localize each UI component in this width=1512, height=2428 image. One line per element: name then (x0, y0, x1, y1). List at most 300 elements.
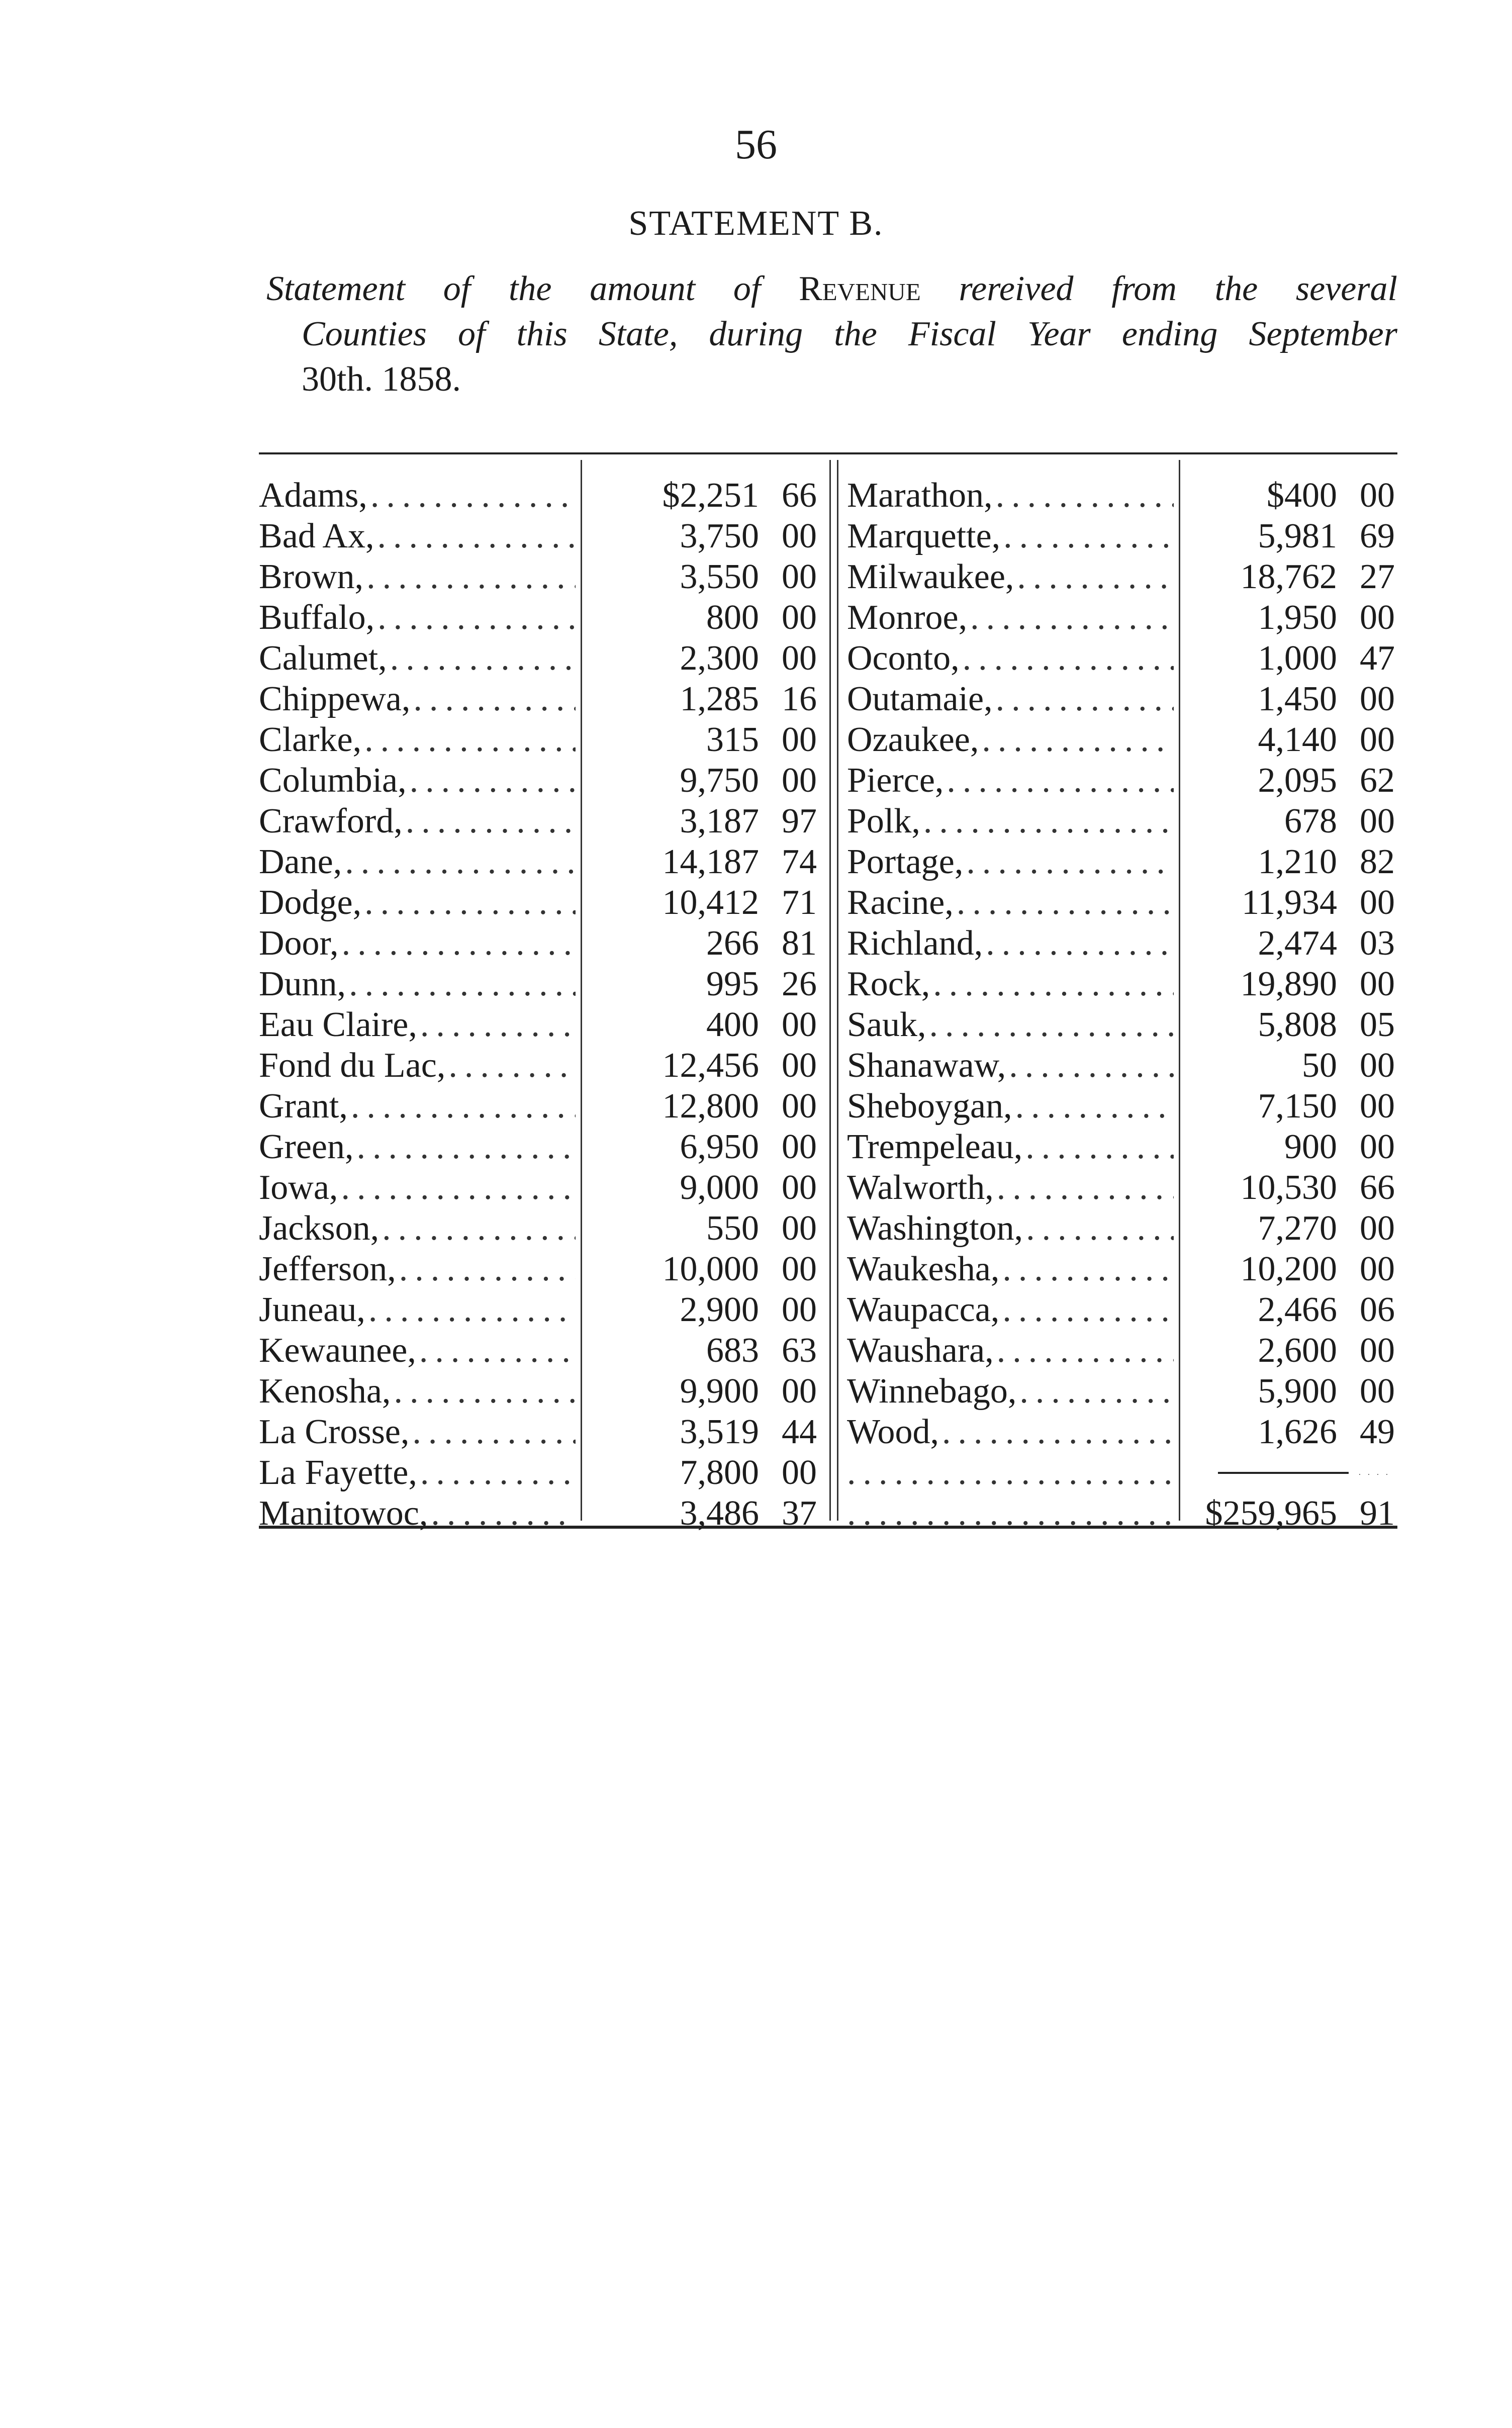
county-entry (259, 1371, 576, 1412)
amount-cents: 69 (1360, 517, 1395, 555)
county-entry (259, 719, 576, 760)
amount-dollars: 1,000 (1258, 639, 1337, 678)
county-entry (259, 597, 576, 638)
amount-dollars: 6,950 (680, 1128, 759, 1166)
county-name: Calumet, (259, 639, 387, 678)
revenue-amount (581, 842, 817, 882)
amount-dollars: 678 (1284, 802, 1337, 841)
revenue-amount (1179, 1289, 1395, 1330)
total-dollars: $259,965 (1205, 1494, 1337, 1533)
dot-leader (396, 1249, 576, 1289)
dot-leader (348, 1086, 576, 1127)
revenue-amount (581, 760, 817, 801)
column-divider (829, 460, 831, 1521)
amount-dollars: 995 (706, 965, 759, 1003)
county-entry (259, 1330, 576, 1371)
revenue-amount (1179, 964, 1395, 1004)
county-name: Ozaukee, (847, 720, 979, 759)
revenue-amount (581, 1086, 817, 1127)
revenue-amount (581, 1289, 817, 1330)
county-name: Rock, (847, 965, 930, 1003)
table-bottom-rule (259, 1526, 1397, 1529)
amount-dollars: 2,466 (1258, 1290, 1337, 1329)
amount-dollars: 400 (706, 1005, 759, 1044)
amount-dollars: 3,550 (680, 557, 759, 596)
amount-cents: 03 (1360, 924, 1395, 963)
county-entry (847, 1371, 1174, 1412)
dot-leader (403, 801, 576, 842)
amount-cents: 00 (782, 761, 817, 800)
amount-cents: 00 (1360, 476, 1395, 515)
revenue-amount (581, 1452, 817, 1493)
county-entry (847, 1127, 1174, 1167)
dot-leader (926, 1004, 1174, 1045)
dot-leader (1006, 1045, 1174, 1086)
dot-leader (407, 760, 576, 801)
amount-dollars: 5,981 (1258, 517, 1337, 555)
dot-leader (993, 679, 1174, 719)
table-top-rule (259, 452, 1397, 454)
revenue-amount (1179, 1167, 1395, 1208)
dot-leader (445, 1045, 576, 1086)
dot-leader (993, 475, 1174, 516)
revenue-amount (581, 556, 817, 597)
county-entry (847, 1330, 1174, 1371)
amount-cents: 00 (1360, 680, 1395, 718)
left-amount-column (581, 475, 817, 1534)
county-entry (259, 1249, 576, 1289)
revenue-amount (1179, 1371, 1395, 1412)
county-name: Dunn, (259, 965, 346, 1003)
amount-cents: 00 (782, 1168, 817, 1207)
amount-cents: 71 (782, 883, 817, 922)
county-entry (847, 679, 1174, 719)
revenue-amount (581, 1371, 817, 1412)
revenue-amount (581, 597, 817, 638)
county-name: Green, (259, 1128, 354, 1166)
amount-cents: 00 (782, 1250, 817, 1288)
county-name: Eau Claire, (259, 1005, 417, 1044)
county-entry (259, 1452, 576, 1493)
column-divider (837, 460, 838, 1521)
amount-dollars: 10,200 (1240, 1250, 1337, 1288)
county-entry (259, 475, 576, 516)
dot-leader (361, 719, 576, 760)
county-entry (259, 842, 576, 882)
county-entry (847, 1412, 1174, 1452)
county-entry (259, 1289, 576, 1330)
amount-cents: 82 (1360, 843, 1395, 881)
county-entry (259, 1045, 576, 1086)
revenue-amount (581, 679, 817, 719)
county-entry (847, 556, 1174, 597)
county-entry (847, 1045, 1174, 1086)
amount-cents: 00 (1360, 1209, 1395, 1248)
amount-cents: 00 (782, 1453, 817, 1492)
dot-leader (943, 760, 1174, 801)
dot-leader (367, 475, 576, 516)
revenue-amount (581, 1249, 817, 1289)
amount-dollars: 683 (706, 1331, 759, 1370)
county-entry (259, 516, 576, 556)
county-name: Pierce, (847, 761, 944, 800)
revenue-amount (1179, 760, 1395, 801)
county-name: Door, (259, 924, 339, 963)
amount-dollars: 12,800 (662, 1087, 759, 1126)
dot-leader (342, 842, 576, 882)
revenue-amount (1179, 1330, 1395, 1371)
amount-dollars: 7,150 (1258, 1087, 1337, 1126)
amount-dollars: 7,270 (1258, 1209, 1337, 1248)
amount-dollars: $2,251 (662, 476, 759, 515)
amount-cents: 00 (1360, 1087, 1395, 1126)
total-cents: 91 (1360, 1494, 1395, 1533)
amount-cents: 37 (782, 1494, 817, 1533)
dot-leader (1023, 1208, 1174, 1249)
county-entry (259, 556, 576, 597)
amount-dollars: 10,000 (662, 1250, 759, 1288)
amount-dollars: 900 (1284, 1128, 1337, 1166)
revenue-amount (581, 882, 817, 923)
amount-dollars: 9,750 (680, 761, 759, 800)
amount-dollars: 5,808 (1258, 1005, 1337, 1044)
dot-leader (410, 679, 576, 719)
amount-dollars: 1,285 (680, 680, 759, 718)
county-name: Chippewa, (259, 680, 411, 718)
amount-dollars: 266 (706, 924, 759, 963)
dot-leader (1000, 516, 1174, 556)
amount-cents: 00 (1360, 883, 1395, 922)
amount-dollars: 3,750 (680, 517, 759, 555)
sum-bar (1218, 1472, 1349, 1474)
amount-dollars: 800 (706, 598, 759, 637)
amount-cents: 62 (1360, 761, 1395, 800)
county-entry (847, 1249, 1174, 1289)
amount-cents: 16 (782, 680, 817, 718)
dot-leader (374, 597, 576, 638)
county-name: Outamaie, (847, 680, 993, 718)
amount-cents: 00 (782, 598, 817, 637)
county-name: Oconto, (847, 639, 960, 678)
county-entry (847, 1289, 1174, 1330)
amount-cents: 00 (1360, 1046, 1395, 1085)
county-entry (847, 1004, 1174, 1045)
amount-cents: 00 (782, 1290, 817, 1329)
amount-cents: 00 (782, 1046, 817, 1085)
dot-leader (416, 1330, 576, 1371)
county-name: Dodge, (259, 883, 362, 922)
amount-dollars: 1,450 (1258, 680, 1337, 718)
amount-dollars: 3,519 (680, 1413, 759, 1451)
amount-dollars: 550 (706, 1209, 759, 1248)
county-name: Clarke, (259, 720, 362, 759)
amount-cents: 74 (782, 843, 817, 881)
revenue-amount (581, 1412, 817, 1452)
county-name: Brown, (259, 557, 364, 596)
amount-cents: 81 (782, 924, 817, 963)
statement-caption (266, 266, 1397, 402)
page-number: 56 (735, 121, 777, 168)
dot-leader (374, 516, 576, 556)
amount-cents: 00 (782, 557, 817, 596)
county-entry (847, 516, 1174, 556)
county-name: Kewaunee, (259, 1331, 416, 1370)
revenue-amount (581, 475, 817, 516)
amount-dollars: 5,900 (1258, 1372, 1337, 1411)
county-name: Grant, (259, 1087, 348, 1126)
county-entry (259, 1167, 576, 1208)
amount-dollars: 2,300 (680, 639, 759, 678)
revenue-amount (581, 1004, 817, 1045)
caption-suffix: rereived from the several (920, 269, 1398, 308)
revenue-amount (1179, 597, 1395, 638)
county-name: Sheboygan, (847, 1087, 1012, 1126)
county-entry (259, 1127, 576, 1167)
amount-cents: 26 (782, 965, 817, 1003)
county-name: La Fayette, (259, 1453, 417, 1492)
dot-leader-row (847, 1452, 1174, 1493)
county-name: Kenosha, (259, 1372, 391, 1411)
dot-leader (1014, 556, 1174, 597)
dot-leader (930, 964, 1174, 1004)
amount-cents: 00 (782, 1209, 817, 1248)
county-name: Wood, (847, 1413, 939, 1451)
revenue-amount (581, 923, 817, 964)
amount-cents: 00 (782, 1128, 817, 1166)
dot-leader (963, 842, 1174, 882)
revenue-amount (1179, 1208, 1395, 1249)
revenue-amount (1179, 1127, 1395, 1167)
amount-cents: 00 (782, 720, 817, 759)
revenue-amount (1179, 556, 1395, 597)
amount-dollars: 19,890 (1240, 965, 1337, 1003)
county-name: Dane, (259, 843, 342, 881)
amount-cents: 00 (782, 639, 817, 678)
amount-dollars: 3,187 (680, 802, 759, 841)
caption-line-3: 30th. 1858. (302, 360, 461, 399)
amount-dollars: 3,486 (680, 1494, 759, 1533)
county-entry (847, 597, 1174, 638)
amount-cents: 00 (782, 1005, 817, 1044)
county-name: Adams, (259, 476, 367, 515)
amount-cents: 00 (782, 1087, 817, 1126)
right-county-column (847, 475, 1174, 1534)
dot-leader (387, 638, 576, 679)
county-entry (847, 1208, 1174, 1249)
county-name: Monroe, (847, 598, 968, 637)
county-entry (259, 638, 576, 679)
county-name: Racine, (847, 883, 954, 922)
county-entry (259, 1412, 576, 1452)
county-entry (259, 923, 576, 964)
revenue-amount (1179, 719, 1395, 760)
dot-leader (983, 923, 1174, 964)
amount-cents: 66 (782, 476, 817, 515)
left-county-column (259, 475, 576, 1534)
amount-cents: 00 (1360, 965, 1395, 1003)
caption-line-2: Counties of this State, during the Fiscal Year ending September (302, 315, 1397, 353)
amount-dollars: 10,530 (1240, 1168, 1337, 1207)
amount-dollars: 14,187 (662, 843, 759, 881)
caption-keyword-revenue: Revenue (799, 269, 921, 308)
dot-leader (994, 1167, 1174, 1208)
revenue-amount (581, 801, 817, 842)
amount-dollars: 1,626 (1258, 1413, 1337, 1451)
county-entry (847, 719, 1174, 760)
revenue-amount (1179, 1004, 1395, 1045)
dot-leader (939, 1412, 1174, 1452)
county-entry (259, 801, 576, 842)
dot-leader (999, 1289, 1174, 1330)
county-name: Iowa, (259, 1168, 338, 1207)
dot-leader (1016, 1371, 1174, 1412)
dot-leader (338, 1167, 576, 1208)
revenue-amount (1179, 923, 1395, 964)
amount-cents: 00 (1360, 1331, 1395, 1370)
county-name: La Crosse, (259, 1413, 410, 1451)
amount-cents: 00 (1360, 1128, 1395, 1166)
amount-cents: 05 (1360, 1005, 1395, 1044)
county-entry (847, 475, 1174, 516)
county-name: Waushara, (847, 1331, 994, 1370)
dot-leader (391, 1371, 576, 1412)
county-entry (847, 801, 1174, 842)
dot-leader (339, 923, 576, 964)
county-name: Fond du Lac, (259, 1046, 446, 1085)
sum-dots: .... (1359, 1468, 1395, 1477)
sum-rule (1179, 1452, 1395, 1493)
revenue-amount (581, 964, 817, 1004)
revenue-amount (1179, 638, 1395, 679)
county-entry (847, 923, 1174, 964)
amount-dollars: 2,900 (680, 1290, 759, 1329)
amount-cents: 00 (1360, 1372, 1395, 1411)
revenue-amount (1179, 1412, 1395, 1452)
amount-dollars: 2,600 (1258, 1331, 1337, 1370)
amount-cents: 27 (1360, 557, 1395, 596)
amount-cents: 00 (1360, 1250, 1395, 1288)
county-name: Walworth, (847, 1168, 994, 1207)
amount-dollars: 7,800 (680, 1453, 759, 1492)
caption-prefix: Statement of the amount of (266, 269, 799, 308)
amount-cents: 63 (782, 1331, 817, 1370)
amount-dollars: 12,456 (662, 1046, 759, 1085)
county-entry (847, 638, 1174, 679)
amount-dollars: $400 (1267, 476, 1337, 515)
county-name: Juneau, (259, 1290, 365, 1329)
county-entry (847, 964, 1174, 1004)
revenue-amount (1179, 1249, 1395, 1289)
revenue-amount (1179, 679, 1395, 719)
county-name: Bad Ax, (259, 517, 374, 555)
county-name: Milwaukee, (847, 557, 1014, 596)
county-name: Jackson, (259, 1209, 380, 1248)
amount-cents: 00 (1360, 598, 1395, 637)
amount-cents: 44 (782, 1413, 817, 1451)
dot-leader (999, 1249, 1174, 1289)
amount-dollars: 9,000 (680, 1168, 759, 1207)
amount-cents: 00 (1360, 802, 1395, 841)
amount-dollars: 4,140 (1258, 720, 1337, 759)
dot-leader (979, 719, 1174, 760)
dot-leader (354, 1127, 576, 1167)
dot-leader (1022, 1127, 1174, 1167)
dot-leader (361, 882, 576, 923)
county-name: Manitowoc, (259, 1494, 428, 1533)
dot-leader (363, 556, 576, 597)
county-entry (847, 882, 1174, 923)
dot-leader (967, 597, 1174, 638)
county-name: Portage, (847, 843, 964, 881)
caption-line-1 (266, 266, 1397, 312)
amount-dollars: 1,950 (1258, 598, 1337, 637)
statement-heading: STATEMENT B. (628, 204, 884, 243)
amount-cents: 00 (782, 517, 817, 555)
county-name: Winnebago, (847, 1372, 1017, 1411)
county-entry (847, 842, 1174, 882)
county-entry (259, 1086, 576, 1127)
county-entry (259, 1004, 576, 1045)
county-entry (259, 760, 576, 801)
county-name: Jefferson, (259, 1250, 396, 1288)
dot-leader (346, 964, 576, 1004)
county-entry (259, 882, 576, 923)
amount-dollars: 2,095 (1258, 761, 1337, 800)
amount-dollars: 50 (1302, 1046, 1337, 1085)
amount-cents: 49 (1360, 1413, 1395, 1451)
revenue-amount (1179, 516, 1395, 556)
county-name: Marathon, (847, 476, 993, 515)
county-name: Richland, (847, 924, 983, 963)
revenue-amount (1179, 1045, 1395, 1086)
amount-cents: 97 (782, 802, 817, 841)
amount-cents: 06 (1360, 1290, 1395, 1329)
county-name: Trempeleau, (847, 1128, 1023, 1166)
amount-dollars: 1,210 (1258, 843, 1337, 881)
revenue-amount (1179, 475, 1395, 516)
county-name: Buffalo, (259, 598, 375, 637)
dot-leader (417, 1004, 576, 1045)
amount-cents: 00 (1360, 720, 1395, 759)
amount-dollars: 18,762 (1240, 557, 1337, 596)
dot-leader (365, 1289, 576, 1330)
revenue-amount (581, 516, 817, 556)
amount-dollars: 315 (706, 720, 759, 759)
revenue-amount (581, 1167, 817, 1208)
county-name: Crawford, (259, 802, 403, 841)
dot-leader (994, 1330, 1174, 1371)
county-entry (259, 679, 576, 719)
revenue-amount (1179, 801, 1395, 842)
county-name: Waukesha, (847, 1250, 1000, 1288)
dot-leader (920, 801, 1174, 842)
revenue-amount (581, 1045, 817, 1086)
revenue-amount (581, 638, 817, 679)
amount-dollars: 2,474 (1258, 924, 1337, 963)
county-entry (847, 760, 1174, 801)
revenue-amount (581, 1208, 817, 1249)
dot-leader (417, 1452, 576, 1493)
amount-cents: 47 (1360, 639, 1395, 678)
dot-leader (409, 1412, 576, 1452)
amount-dollars: 10,412 (662, 883, 759, 922)
dot-leader (379, 1208, 576, 1249)
right-amount-column (1179, 475, 1395, 1534)
county-name: Washington, (847, 1209, 1023, 1248)
county-name: Shanawaw, (847, 1046, 1006, 1085)
revenue-amount (1179, 1086, 1395, 1127)
revenue-amount (1179, 842, 1395, 882)
